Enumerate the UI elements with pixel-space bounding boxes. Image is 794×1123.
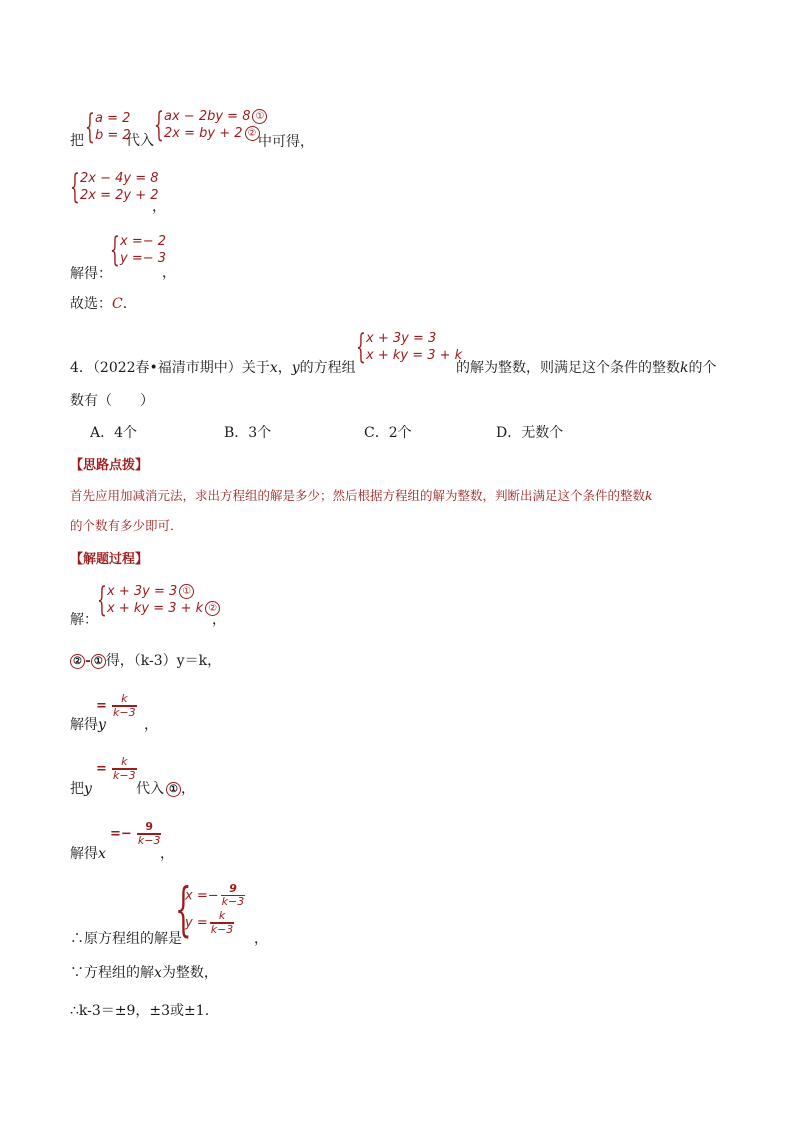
- given-values-system: [85, 107, 131, 147]
- brace-icon: {: [154, 105, 164, 145]
- question-source: （2022春•福清市期中）: [92, 360, 242, 376]
- substituted-eq-1: 2x − 4y = 8: [80, 171, 159, 186]
- step2-suffix: ，: [152, 199, 166, 215]
- given-a: a = 2: [95, 111, 131, 126]
- y-fraction: = $\frac{k}{k-3}$: [96, 692, 136, 719]
- question-4-line2: 数有（ ）: [70, 393, 154, 409]
- given-b: b = 2: [95, 128, 131, 143]
- subtract-line: ② - ① 得，（k-3）y＝k，: [70, 650, 221, 670]
- therefore-line: ∴k-3＝±9，±3或±1.: [70, 1003, 210, 1019]
- option-c: C．2个: [364, 425, 412, 441]
- brace-icon: {: [175, 875, 192, 943]
- question-4-line1-end: 的解为整数，则满足这个条件的整数k的个: [456, 360, 717, 376]
- hint-line2: 的个数有多少即可．: [70, 518, 183, 533]
- previous-answer: 故选：C.: [70, 296, 128, 312]
- brace-icon: {: [356, 327, 366, 367]
- original-system: [154, 105, 267, 145]
- sub-y-fraction: = $\frac{k}{k-3}$: [96, 755, 136, 782]
- solution-system: [110, 230, 167, 270]
- process-title: 【解题过程】: [70, 552, 149, 567]
- hint-title: 【思路点拨】: [70, 458, 149, 473]
- final-suffix: ，: [254, 931, 268, 947]
- step1-suffix: 中可得，: [258, 134, 314, 150]
- brace-icon: {: [85, 107, 95, 147]
- final-solution-system: [175, 875, 245, 943]
- substituted-eq-2: 2x = 2y + 2: [80, 188, 159, 203]
- solve-x-line: 解得x: [70, 846, 106, 862]
- final-y: y = $\frac{k}{k-3}$: [185, 909, 234, 936]
- brace-icon: {: [70, 167, 80, 207]
- into-word: 代入: [126, 133, 154, 149]
- equation-1: ax − 2by = 8 ①: [164, 108, 267, 125]
- answer-choice: C: [112, 296, 123, 312]
- process-system: [97, 580, 220, 620]
- brace-icon: {: [97, 580, 107, 620]
- equation-2: 2x = by + 2 ②: [164, 125, 267, 142]
- because-line: ∵方程组的解x为整数，: [70, 965, 218, 981]
- question-system: [356, 327, 463, 367]
- final-x: x =− $\frac{9}{k-3}$: [185, 881, 245, 908]
- substitute-prefix: 把: [70, 133, 84, 149]
- solution-y: y =− 3: [120, 251, 167, 266]
- x-comma: ，: [160, 846, 174, 862]
- solution-x: x =− 2: [120, 234, 167, 249]
- question-4-line1: 4．（2022春•福清市期中）关于x，y的方程组: [70, 360, 356, 376]
- solve-y-line: 解得y: [70, 717, 106, 733]
- process-eq-1: x + 3y = 3 ①: [107, 583, 220, 600]
- substitute-into: 代入 ① ，: [136, 781, 195, 797]
- step3-suffix: ，: [162, 265, 176, 281]
- x-fraction: =− $\frac{9}{k-3}$: [110, 820, 161, 847]
- process-eq-2: x + ky = 3 + k ②: [107, 600, 220, 617]
- solve-label: 解得：: [70, 266, 112, 282]
- brace-icon: {: [110, 230, 120, 270]
- question-eq-1: x + 3y = 3: [366, 331, 437, 346]
- option-d: D．无数个: [496, 425, 564, 441]
- substitute-y-line: 把y: [70, 781, 92, 797]
- option-b: B．3个: [224, 425, 272, 441]
- substituted-system: [70, 167, 159, 207]
- hint-line1: 首先应用加减消元法，求出方程组的解是多少；然后根据方程组的解为整数，判断出满足这个条件的整数k: [70, 488, 653, 503]
- y-comma: ，: [144, 717, 158, 733]
- option-a: A．4个: [90, 425, 138, 441]
- solve-prefix: 解：: [70, 612, 98, 628]
- question-eq-2: x + ky = 3 + k: [366, 348, 463, 363]
- process-system-suffix: ，: [212, 612, 226, 628]
- original-solution-label: ∴原方程组的解是: [70, 931, 182, 947]
